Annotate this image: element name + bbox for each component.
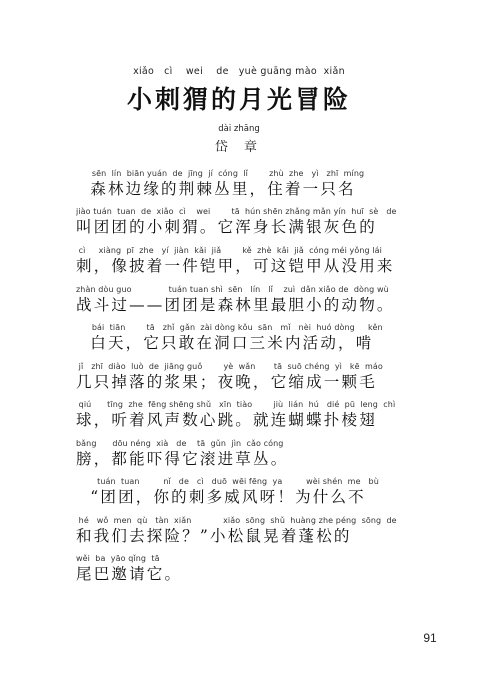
author-name: 岱 章 (214, 140, 264, 155)
text-line (76, 399, 416, 430)
line-pinyin: bái tiān tā zhǐ gǎn zài dòng kǒu sān mǐ nèi huó dòng kěn (76, 323, 383, 332)
line-text: 膀，都能吓得它滚进草丛。 (76, 450, 289, 468)
line-text: “团团，你的刺多威风呀！为什么不 (76, 488, 366, 506)
line-pinyin: zhàn dòu guo tuán tuan shì sēn lín lǐ zuì dǎn xiǎo de dòng wù (76, 285, 389, 294)
text-line (76, 168, 416, 199)
text-line (76, 322, 416, 353)
text-line (76, 553, 416, 584)
page-title: 小刺猬的月光冒险 (126, 85, 351, 114)
line-pinyin: jǐ zhī diào luò de jiāng guǒ yè wǎn tā suō chéng yì kē máo (76, 362, 383, 371)
line-text: 刺，像披着一件铠甲，可这铠甲从没用来 (76, 257, 395, 275)
text-line (76, 438, 416, 469)
line-pinyin: wěi ba yāo qǐng tā (76, 554, 160, 563)
page-number: 91 (423, 631, 437, 645)
title-pinyin: xiǎo cì wei de yuè guāng mào xiǎn (133, 66, 345, 77)
line-text: 几只掉落的浆果；夜晚，它缩成一颗毛 (76, 373, 377, 391)
text-line (76, 515, 416, 546)
line-text: 叫团团的小刺猬。它浑身长满银灰色的 (76, 218, 377, 236)
line-pinyin: qiú tīng zhe fēng shēng shǔ xīn tiào jiù lián hú dié pū leng chì (76, 400, 396, 409)
line-pinyin: sēn lín biān yuán de jīng jí cóng lǐ zhù zhe yì zhī míng (76, 169, 365, 178)
line-text: 尾巴邀请它。 (76, 565, 183, 583)
line-pinyin: bǎng dōu néng xià de tā gǔn jìn cǎo cóng (76, 439, 284, 448)
line-pinyin: hé wǒ men qù tàn xiǎn xiǎo sōng shǔ huàng zhe péng sōng de (76, 516, 397, 525)
author-pinyin: dài zhāng (218, 124, 260, 134)
line-text: 球，听着风声数心跳。就连蝴蝶扑棱翅 (76, 411, 377, 429)
text-line (76, 361, 416, 392)
line-text: 白天，它只敢在洞口三米内活动，啃 (76, 334, 374, 352)
text-line (76, 284, 416, 315)
text-line (76, 476, 416, 507)
line-pinyin: tuán tuan nǐ de cì duō wēi fēng ya wèi shén me bù (76, 477, 379, 486)
line-text: 和我们去探险？”小松鼠晃着蓬松的 (76, 527, 352, 545)
line-pinyin: jiào tuán tuan de xiǎo cì wei tā hún shēn zhǎng mǎn yín huī sè de (76, 207, 397, 216)
line-pinyin: cì xiàng pī zhe yí jiàn kǎi jiǎ kě zhè kǎi jiǎ cóng méi yǒng lái (76, 246, 383, 255)
line-text: 战斗过——团团是森林里最胆小的动物。 (76, 296, 395, 314)
line-text: 森林边缘的荆棘丛里，住着一只名 (76, 180, 356, 198)
text-line (76, 245, 416, 276)
text-line (76, 206, 416, 237)
